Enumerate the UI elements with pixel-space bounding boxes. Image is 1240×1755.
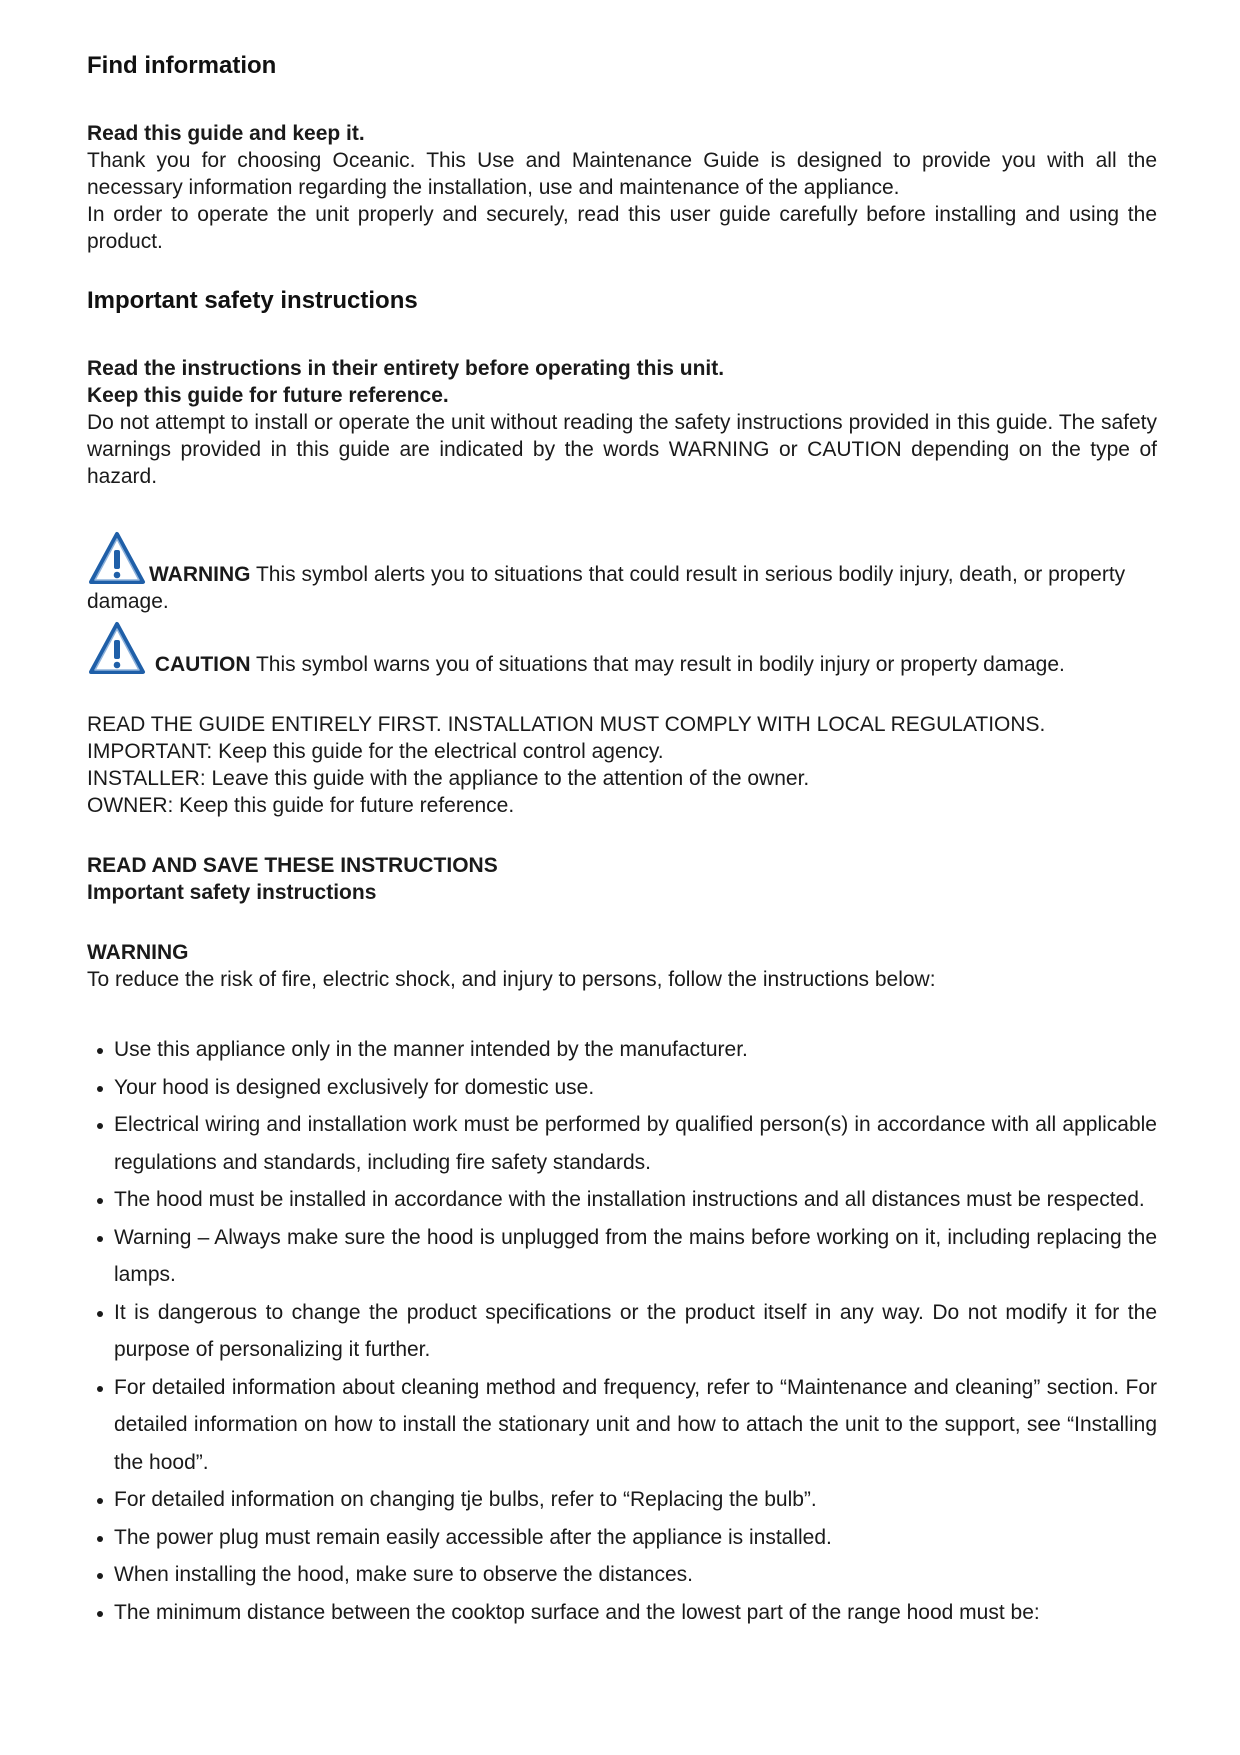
warning-block-title: WARNING [87,941,189,964]
notice-read-first: READ THE GUIDE ENTIRELY FIRST. INSTALLATION MUST COMPLY WITH LOCAL REGULATIONS. [87,713,1046,736]
keep-guide-bold: Keep this guide for future reference. [87,384,449,407]
read-guide-subheading: Read this guide and keep it. [87,122,365,145]
notice-important: IMPORTANT: Keep this guide for the electrical control agency. [87,740,664,763]
list-item: The minimum distance between the cooktop surface and the lowest part of the range hood must be: [87,1594,1157,1632]
notice-installer: INSTALLER: Leave this guide with the appliance to the attention of the owner. [87,767,810,790]
caution-label: CAUTION [154,653,251,676]
warning-triangle-icon [87,530,147,588]
list-item: Warning – Always make sure the hood is unplugged from the mains before working on it, including replacing the lamps. [87,1219,1157,1294]
list-item: Use this appliance only in the manner intended by the manufacturer. [87,1031,1157,1069]
list-item: When installing the hood, make sure to observe the distances. [87,1556,1157,1594]
notice-owner: OWNER: Keep this guide for future reference. [87,794,515,817]
list-item: It is dangerous to change the product specifications or the product itself in any way. Do not modify it for the purpose of personalizing it further. [87,1294,1157,1369]
list-item: Electrical wiring and installation work must be performed by qualified person(s) in accordance with all applicable regulations and standards, including fire safety standards. [87,1106,1157,1181]
caution-description: This symbol warns you of situations that may result in bodily injury or property damage. [255,653,1065,676]
save-instructions-title: READ AND SAVE THESE INSTRUCTIONS [87,854,498,877]
save-instructions-subtitle: Important safety instructions [87,881,377,904]
warning-symbol-row [87,530,1157,615]
list-item: The power plug must remain easily accessible after the appliance is installed. [87,1519,1157,1557]
document-page [87,52,1157,1631]
list-item: For detailed information about cleaning method and frequency, refer to “Maintenance and cleaning” section. For detailed information on how to install the stationary unit and how to attach the unit to the support, see “Installing the hood”. [87,1369,1157,1482]
list-item: Your hood is designed exclusively for domestic use. [87,1069,1157,1107]
find-information-heading: Find information [87,52,277,79]
caution-triangle-icon [87,620,147,678]
warning-description: This symbol alerts you to situations that could result in serious bodily injury, death, or property damage. [87,563,1126,613]
warning-label: WARNING [149,563,251,586]
operate-paragraph: In order to operate the unit properly and securely, read this user guide carefully before installing and using the product. [87,203,1157,253]
list-item: The hood must be installed in accordance with the installation instructions and all distances must be respected. [87,1181,1157,1219]
safety-bullet-list [87,1031,1157,1631]
caution-symbol-row [87,620,1157,678]
warning-block-intro: To reduce the risk of fire, electric shock, and injury to persons, follow the instructions below: [87,968,936,991]
intro-paragraph: Thank you for choosing Oceanic. This Use and Maintenance Guide is designed to provide you with all the necessary information regarding the installation, use and maintenance of the appliance. [87,149,1157,199]
read-instructions-bold: Read the instructions in their entirety before operating this unit. [87,357,725,380]
safety-paragraph: Do not attempt to install or operate the unit without reading the safety instructions provided in this guide. The safety warnings provided in this guide are indicated by the words WARNING or CAUTION depending on the type of hazard. [87,411,1157,488]
list-item: For detailed information on changing tje bulbs, refer to “Replacing the bulb”. [87,1481,1157,1519]
safety-heading: Important safety instructions [87,287,418,314]
